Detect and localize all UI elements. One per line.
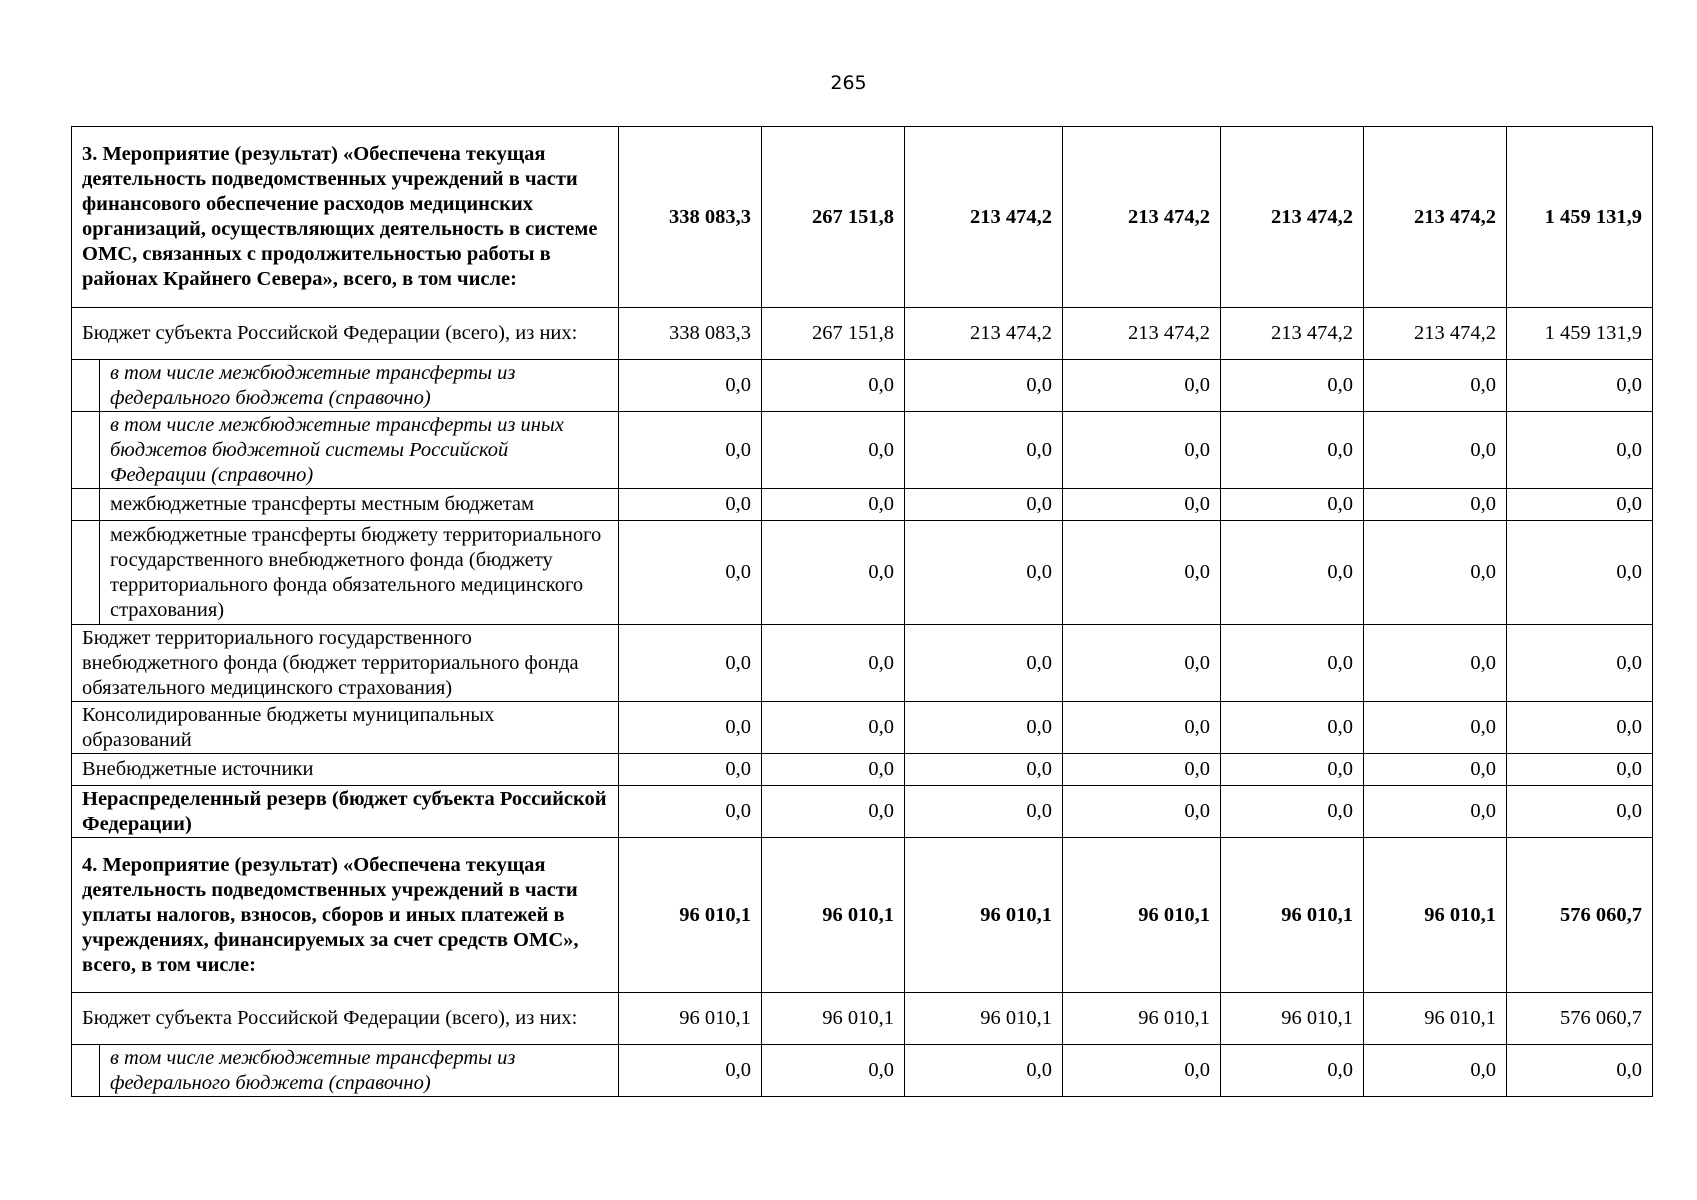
row-value: 338 083,3 xyxy=(619,308,762,360)
table-row xyxy=(72,521,1653,625)
row-value: 0,0 xyxy=(619,1045,762,1097)
row-value: 96 010,1 xyxy=(619,838,762,993)
row-value: 0,0 xyxy=(1364,786,1507,838)
row-value: 96 010,1 xyxy=(1364,838,1507,993)
row-value: 0,0 xyxy=(1221,1045,1364,1097)
row-value: 0,0 xyxy=(905,786,1063,838)
row-value: 267 151,8 xyxy=(762,308,905,360)
row-value: 0,0 xyxy=(762,412,905,489)
row-value: 0,0 xyxy=(1507,702,1653,754)
table-row xyxy=(72,786,1653,838)
row-value: 0,0 xyxy=(1063,786,1221,838)
table-row xyxy=(72,127,1653,308)
row-value: 0,0 xyxy=(1507,412,1653,489)
row-label: Внебюджетные источники xyxy=(72,754,619,786)
row-value: 0,0 xyxy=(1221,412,1364,489)
row-label: Бюджет субъекта Российской Федерации (всего), из них: xyxy=(72,308,619,360)
row-value: 213 474,2 xyxy=(1221,308,1364,360)
row-value: 96 010,1 xyxy=(762,838,905,993)
row-value: 213 474,2 xyxy=(1364,127,1507,308)
row-value: 213 474,2 xyxy=(905,308,1063,360)
row-value: 0,0 xyxy=(1364,489,1507,521)
row-value: 0,0 xyxy=(905,521,1063,625)
indent-cell xyxy=(72,521,100,625)
row-value: 0,0 xyxy=(905,754,1063,786)
table-row xyxy=(72,993,1653,1045)
row-value: 576 060,7 xyxy=(1507,993,1653,1045)
row-value: 96 010,1 xyxy=(1221,838,1364,993)
row-value: 0,0 xyxy=(1063,521,1221,625)
row-value: 0,0 xyxy=(762,786,905,838)
row-value: 213 474,2 xyxy=(1364,308,1507,360)
row-value: 0,0 xyxy=(619,702,762,754)
row-value: 0,0 xyxy=(1221,360,1364,412)
row-value: 0,0 xyxy=(762,754,905,786)
row-value: 0,0 xyxy=(1221,625,1364,702)
row-value: 338 083,3 xyxy=(619,127,762,308)
row-value: 0,0 xyxy=(1364,412,1507,489)
row-value: 1 459 131,9 xyxy=(1507,308,1653,360)
row-value: 267 151,8 xyxy=(762,127,905,308)
table-row xyxy=(72,754,1653,786)
row-value: 0,0 xyxy=(1063,1045,1221,1097)
row-value: 0,0 xyxy=(1063,489,1221,521)
row-value: 0,0 xyxy=(1364,754,1507,786)
row-value: 0,0 xyxy=(762,521,905,625)
table-row xyxy=(72,702,1653,754)
row-value: 0,0 xyxy=(1507,489,1653,521)
row-value: 0,0 xyxy=(905,625,1063,702)
row-value: 213 474,2 xyxy=(1063,127,1221,308)
row-value: 96 010,1 xyxy=(1063,838,1221,993)
row-value: 0,0 xyxy=(1364,521,1507,625)
row-value: 0,0 xyxy=(762,489,905,521)
row-value: 0,0 xyxy=(619,489,762,521)
row-value: 0,0 xyxy=(1221,786,1364,838)
indent-cell xyxy=(72,360,100,412)
table-row xyxy=(72,838,1653,993)
row-value: 0,0 xyxy=(1507,754,1653,786)
row-value: 576 060,7 xyxy=(1507,838,1653,993)
row-value: 0,0 xyxy=(1364,625,1507,702)
row-value: 96 010,1 xyxy=(905,993,1063,1045)
row-value: 96 010,1 xyxy=(1221,993,1364,1045)
row-value: 0,0 xyxy=(1063,702,1221,754)
row-label: в том числе межбюджетные трансферты из иных бюджетов бюджетной системы Российской Федерации (справочно) xyxy=(100,412,619,489)
table-row xyxy=(72,360,1653,412)
row-value: 0,0 xyxy=(1063,412,1221,489)
row-label: в том числе межбюджетные трансферты из федерального бюджета (справочно) xyxy=(100,360,619,412)
row-value: 0,0 xyxy=(905,412,1063,489)
row-value: 0,0 xyxy=(619,360,762,412)
row-value: 0,0 xyxy=(1063,754,1221,786)
row-value: 0,0 xyxy=(1221,521,1364,625)
row-value: 0,0 xyxy=(762,625,905,702)
table-row xyxy=(72,489,1653,521)
row-value: 96 010,1 xyxy=(762,993,905,1045)
row-value: 0,0 xyxy=(762,1045,905,1097)
row-value: 213 474,2 xyxy=(1063,308,1221,360)
indent-cell xyxy=(72,1045,100,1097)
row-label: 3. Мероприятие (результат) «Обеспечена текущая деятельность подведомственных учреждений в части финансового обеспечение расходов медицинских организаций, осуществляющих деятельность в системе ОМС, связанных с продолжительностью работы в районах Крайнего Севера», всего, в том числе: xyxy=(72,127,619,308)
row-value: 0,0 xyxy=(1364,1045,1507,1097)
row-value: 213 474,2 xyxy=(905,127,1063,308)
row-value: 213 474,2 xyxy=(1221,127,1364,308)
page-number: 265 xyxy=(830,72,867,94)
row-value: 0,0 xyxy=(1507,521,1653,625)
row-value: 1 459 131,9 xyxy=(1507,127,1653,308)
row-value: 96 010,1 xyxy=(1063,993,1221,1045)
row-value: 0,0 xyxy=(619,786,762,838)
row-value: 96 010,1 xyxy=(905,838,1063,993)
row-label: 4. Мероприятие (результат) «Обеспечена текущая деятельность подведомственных учреждений в части уплаты налогов, взносов, сборов и иных платежей в учреждениях, финансируемых за счет средств ОМС», всего, в том числе: xyxy=(72,838,619,993)
row-value: 0,0 xyxy=(1221,754,1364,786)
row-value: 0,0 xyxy=(1063,625,1221,702)
row-label: межбюджетные трансферты бюджету территориального государственного внебюджетного фонда (бюджету территориального фонда обязательного медицинского страхования) xyxy=(100,521,619,625)
row-value: 0,0 xyxy=(1364,360,1507,412)
row-value: 0,0 xyxy=(1063,360,1221,412)
row-label: Нераспределенный резерв (бюджет субъекта Российской Федерации) xyxy=(72,786,619,838)
indent-cell xyxy=(72,489,100,521)
row-value: 0,0 xyxy=(905,702,1063,754)
row-value: 96 010,1 xyxy=(1364,993,1507,1045)
row-value: 0,0 xyxy=(1221,489,1364,521)
indent-cell xyxy=(72,412,100,489)
row-value: 0,0 xyxy=(1364,702,1507,754)
table-row xyxy=(72,308,1653,360)
row-value: 0,0 xyxy=(1507,1045,1653,1097)
row-label: межбюджетные трансферты местным бюджетам xyxy=(100,489,619,521)
row-value: 0,0 xyxy=(905,1045,1063,1097)
row-value: 0,0 xyxy=(1507,786,1653,838)
row-label: Бюджет территориального государственного внебюджетного фонда (бюджет территориального фонда обязательного медицинского страхования) xyxy=(72,625,619,702)
budget-table xyxy=(71,126,1653,1097)
row-value: 0,0 xyxy=(1507,625,1653,702)
row-value: 0,0 xyxy=(619,412,762,489)
row-value: 0,0 xyxy=(762,360,905,412)
row-label: Бюджет субъекта Российской Федерации (всего), из них: xyxy=(72,993,619,1045)
row-value: 96 010,1 xyxy=(619,993,762,1045)
row-value: 0,0 xyxy=(619,754,762,786)
table-row xyxy=(72,625,1653,702)
row-value: 0,0 xyxy=(1221,702,1364,754)
row-value: 0,0 xyxy=(1507,360,1653,412)
row-value: 0,0 xyxy=(905,360,1063,412)
table-row xyxy=(72,412,1653,489)
row-label: в том числе межбюджетные трансферты из федерального бюджета (справочно) xyxy=(100,1045,619,1097)
row-value: 0,0 xyxy=(905,489,1063,521)
row-value: 0,0 xyxy=(762,702,905,754)
row-value: 0,0 xyxy=(619,521,762,625)
table-row xyxy=(72,1045,1653,1097)
row-value: 0,0 xyxy=(619,625,762,702)
row-label: Консолидированные бюджеты муниципальных образований xyxy=(72,702,619,754)
